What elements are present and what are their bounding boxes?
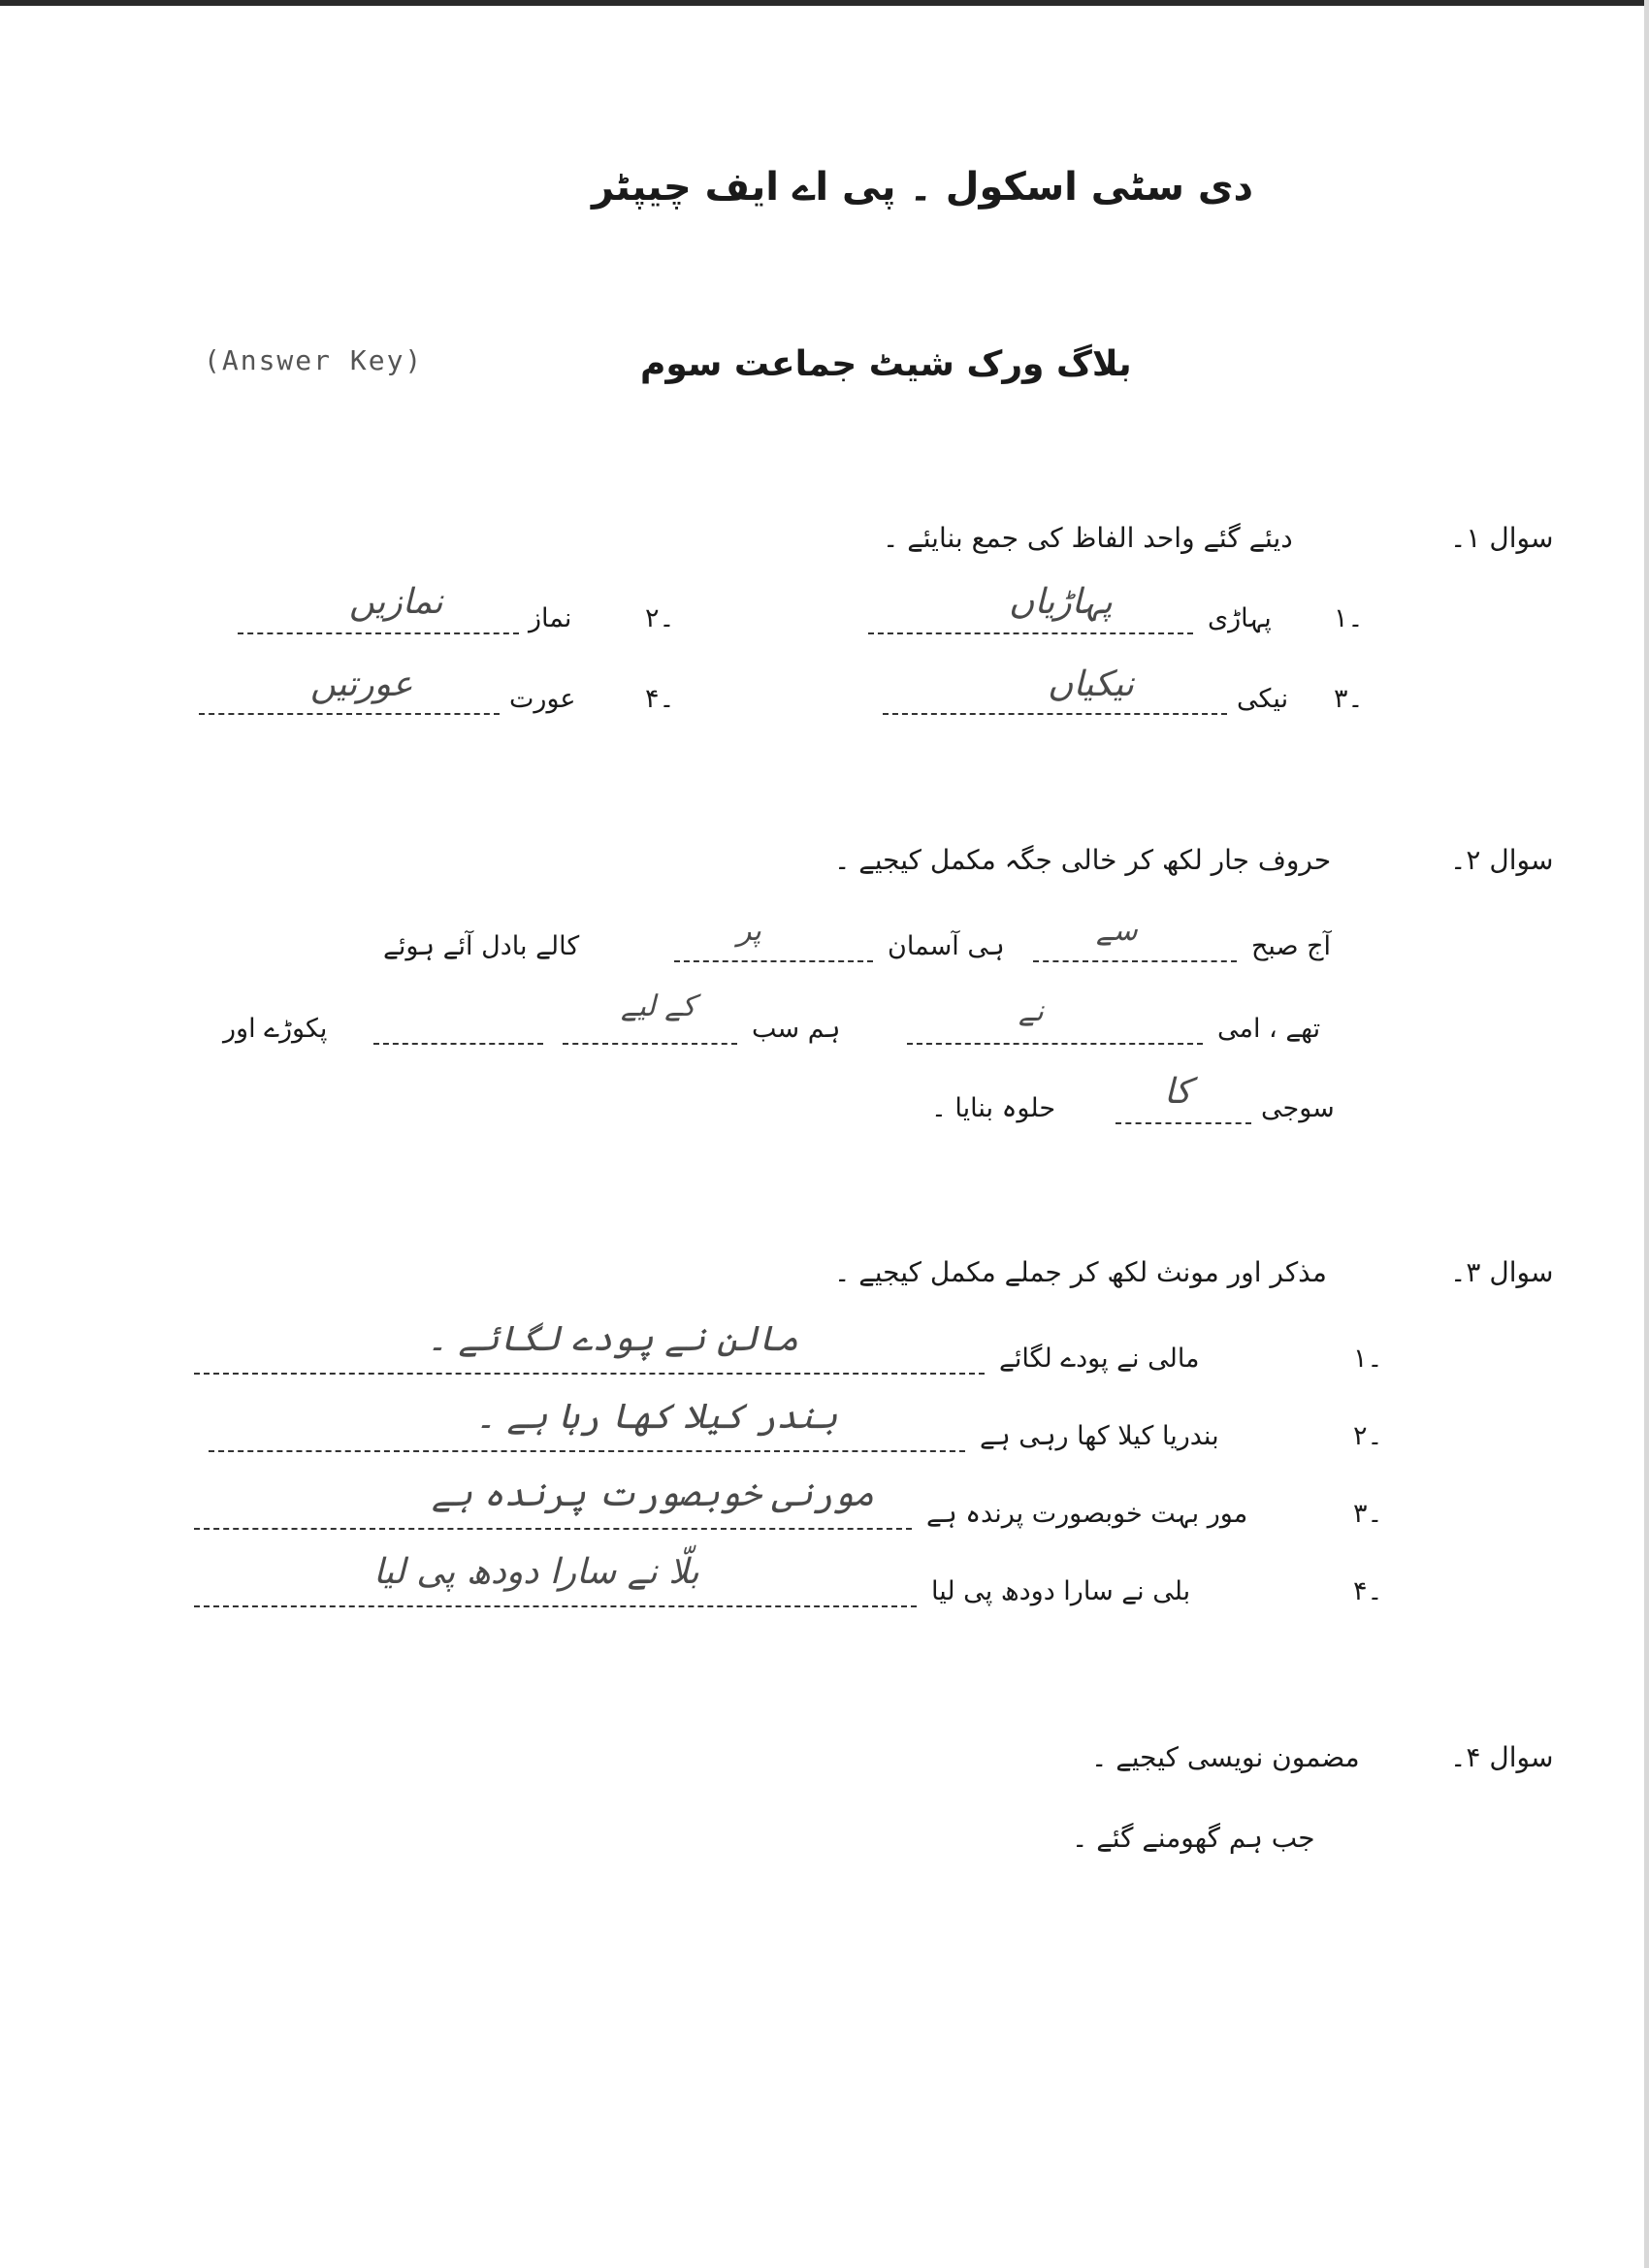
- q1-item4-number: ۴۔: [645, 684, 675, 714]
- q2-line3-blank1: [1116, 1120, 1251, 1124]
- q1-item1-blank: [868, 631, 1193, 634]
- scan-edge-top: [0, 0, 1649, 6]
- q1-item2-number: ۲۔: [645, 603, 675, 633]
- q1-label: سوال ۱۔: [1450, 522, 1554, 554]
- q1-item1-word: پہاڑی: [1208, 603, 1272, 633]
- q3-item1-sentence: مالی نے پودے لگائے: [999, 1344, 1200, 1374]
- q3-item1-blank: [194, 1371, 985, 1375]
- q4-label: سوال ۴۔: [1450, 1741, 1554, 1773]
- q2-line2-text-a: تھے ، امی: [1217, 1014, 1321, 1044]
- q2-line2-text-c: پکوڑے اور: [223, 1014, 328, 1044]
- q3-item2-number: ۲۔: [1353, 1421, 1383, 1451]
- q1-item3-blank: [883, 711, 1227, 715]
- q3-item2-sentence: بندریا کیلا کھا رہی ہے: [980, 1421, 1219, 1451]
- q4-topic: جب ہم گھومنے گئے ۔: [1072, 1822, 1315, 1854]
- q2-line3-answer1: کا: [1164, 1072, 1192, 1112]
- answer-key-note: (Answer Key): [204, 344, 424, 376]
- q1-item4-word: عورت: [509, 684, 576, 714]
- q2-line2-blank1: [907, 1041, 1203, 1045]
- q1-item1-number: ۱۔: [1334, 603, 1364, 633]
- q3-item4-sentence: بلی نے سارا دودھ پی لیا: [931, 1576, 1191, 1606]
- q3-item1-number: ۱۔: [1353, 1344, 1383, 1374]
- q2-line3-text-b: حلوہ بنایا ۔: [931, 1093, 1056, 1123]
- q2-line1-answer1: سے: [1096, 914, 1138, 948]
- q2-instruction: حروف جار لکھ کر خالی جگہ مکمل کیجیے ۔: [834, 844, 1332, 876]
- q3-item3-sentence: مور بہت خوبصورت پرندہ ہے: [926, 1499, 1248, 1529]
- q2-line1-text-a: آج صبح: [1251, 931, 1332, 961]
- q3-label: سوال ۳۔: [1450, 1256, 1554, 1288]
- q1-item3-number: ۳۔: [1334, 684, 1364, 714]
- q3-item4-number: ۴۔: [1353, 1576, 1383, 1606]
- q2-line2-answer1: نے: [1018, 994, 1044, 1028]
- q3-item4-answer: بلّا نے سارا دودھ پی لیا: [373, 1552, 699, 1592]
- q3-instruction: مذکر اور مونث لکھ کر جملے مکمل کیجیے ۔: [834, 1256, 1327, 1288]
- q1-item3-word: نیکی: [1237, 684, 1289, 714]
- q1-instruction: دیئے گئے واحد الفاظ کی جمع بنایئے ۔: [883, 522, 1293, 554]
- q1-item1-answer: پہاڑیاں: [1009, 582, 1113, 622]
- q4-instruction: مضمون نویسی کیجیے ۔: [1091, 1741, 1360, 1773]
- q2-line2-blank2: [563, 1041, 737, 1045]
- q2-line1-text-b: ہی آسمان: [888, 931, 1005, 961]
- worksheet-subtitle: بلاگ ورک شیٹ جماعت سوم: [640, 344, 1132, 384]
- q1-item3-answer: نیکیاں: [1048, 664, 1135, 704]
- q3-item4-blank: [194, 1604, 917, 1607]
- school-title: دی سٹی اسکول ۔ پی اے ایف چیپٹر: [592, 165, 1254, 210]
- q2-line1-answer2: پر: [737, 914, 761, 948]
- q2-line2-blank3: [373, 1041, 543, 1045]
- q3-item2-answer: بندر کیلا کھا رہا ہے ۔: [475, 1397, 838, 1437]
- q2-line1-text-c: کالے بادل آئے ہوئے: [383, 931, 580, 961]
- q1-item2-answer: نمازیں: [349, 582, 443, 622]
- q2-line1-blank1: [1033, 958, 1237, 962]
- q2-line1-blank2: [674, 958, 873, 962]
- q3-item3-answer: مورنی خوبصورت پرندہ ہے: [432, 1474, 875, 1514]
- q3-item1-answer: مالن نے پودے لگائے ۔: [427, 1319, 799, 1359]
- q2-line2-text-b: ہم سب: [752, 1014, 841, 1044]
- q3-item3-number: ۳۔: [1353, 1499, 1383, 1529]
- q3-item3-blank: [194, 1526, 912, 1530]
- scan-edge-right: [1644, 0, 1649, 2268]
- q2-line2-answer2: کے لیے: [621, 989, 696, 1023]
- q1-item2-blank: [238, 631, 519, 634]
- q1-item4-blank: [199, 711, 500, 715]
- q1-item4-answer: عورتیں: [310, 664, 413, 704]
- q1-item2-word: نماز: [529, 603, 572, 633]
- q2-label: سوال ۲۔: [1450, 844, 1554, 876]
- q2-line3-text-a: سوجی: [1261, 1093, 1335, 1123]
- q3-item2-blank: [209, 1448, 965, 1452]
